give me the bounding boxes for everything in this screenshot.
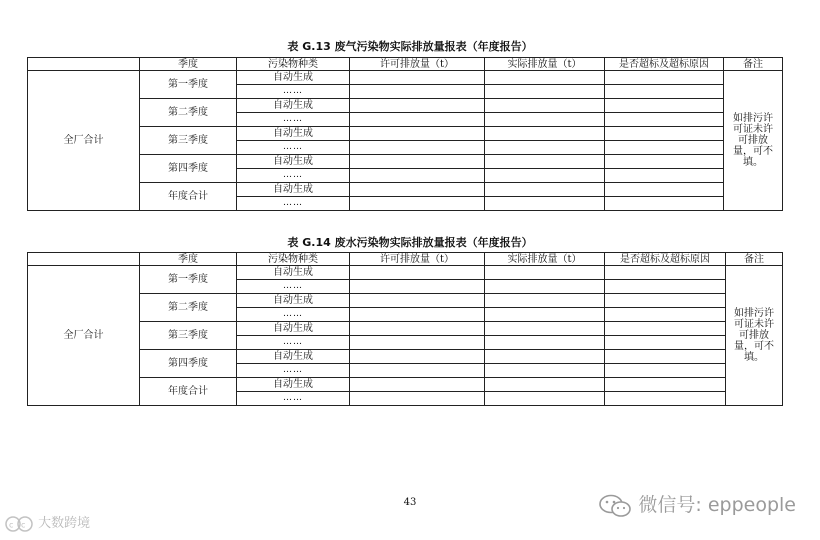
- exceed-reason-cell[interactable]: [605, 85, 724, 99]
- exceed-reason-cell[interactable]: [605, 308, 726, 322]
- permitted-amount-cell[interactable]: [350, 294, 485, 308]
- quarter-label: 第二季度: [140, 99, 237, 127]
- permitted-amount-cell[interactable]: [350, 113, 485, 127]
- quarter-label: 第二季度: [140, 294, 237, 322]
- ellipsis-cell: ……: [237, 364, 350, 378]
- auto-generated-cell: 自动生成: [237, 71, 350, 85]
- exceed-reason-cell[interactable]: [605, 266, 726, 280]
- corner-cell: [28, 58, 140, 71]
- table-row: [28, 99, 783, 113]
- exceed-reason-cell[interactable]: [605, 378, 726, 392]
- actual-amount-cell[interactable]: [485, 322, 605, 336]
- watermark-left: [4, 512, 90, 533]
- quarter-label: 第四季度: [140, 155, 237, 183]
- table-row: [28, 378, 783, 392]
- auto-generated-cell: 自动生成: [237, 322, 350, 336]
- auto-generated-cell: 自动生成: [237, 99, 350, 113]
- header-actual-amount: 实际排放量（t）: [485, 253, 605, 266]
- quarter-label: 第四季度: [140, 350, 237, 378]
- table-header-row: [28, 253, 783, 266]
- ellipsis-cell: ……: [237, 197, 350, 211]
- quarter-label: 年度合计: [140, 378, 237, 406]
- ellipsis-cell: ……: [237, 308, 350, 322]
- header-exceed-reason: 是否超标及超标原因: [605, 58, 724, 71]
- header-permitted-amount: 许可排放量（t）: [350, 58, 485, 71]
- ellipsis-cell: ……: [237, 85, 350, 99]
- exceed-reason-cell[interactable]: [605, 197, 724, 211]
- ellipsis-cell: ……: [237, 280, 350, 294]
- ellipsis-cell: ……: [237, 141, 350, 155]
- quarter-label: 年度合计: [140, 183, 237, 211]
- table-row: [28, 127, 783, 141]
- table-row: [28, 350, 783, 364]
- plant-total-label: 全厂合计: [28, 266, 140, 406]
- permitted-amount-cell[interactable]: [350, 141, 485, 155]
- actual-amount-cell[interactable]: [485, 308, 605, 322]
- permitted-amount-cell[interactable]: [350, 308, 485, 322]
- auto-generated-cell: 自动生成: [237, 350, 350, 364]
- permitted-amount-cell[interactable]: [350, 85, 485, 99]
- actual-amount-cell[interactable]: [485, 336, 605, 350]
- exceed-reason-cell[interactable]: [605, 141, 724, 155]
- ellipsis-cell: ……: [237, 113, 350, 127]
- actual-amount-cell[interactable]: [485, 197, 605, 211]
- exceed-reason-cell[interactable]: [605, 71, 724, 85]
- ellipsis-cell: ……: [237, 336, 350, 350]
- watermark-right: [598, 490, 796, 518]
- actual-amount-cell[interactable]: [485, 85, 605, 99]
- actual-amount-cell[interactable]: [485, 364, 605, 378]
- quarter-label: 第一季度: [140, 71, 237, 99]
- actual-amount-cell[interactable]: [485, 378, 605, 392]
- exceed-reason-cell[interactable]: [605, 364, 726, 378]
- actual-amount-cell[interactable]: [485, 350, 605, 364]
- actual-amount-cell[interactable]: [485, 169, 605, 183]
- watermark-left-text: 大数跨境: [38, 516, 91, 531]
- remarks-note: 如排污许可证未许可排放量，可不填。: [726, 266, 783, 406]
- table-row: [28, 294, 783, 308]
- actual-amount-cell[interactable]: [485, 155, 605, 169]
- exceed-reason-cell[interactable]: [605, 392, 726, 406]
- actual-amount-cell[interactable]: [485, 127, 605, 141]
- permitted-amount-cell[interactable]: [350, 266, 485, 280]
- actual-amount-cell[interactable]: [485, 392, 605, 406]
- wechat-icon: [598, 494, 632, 518]
- permitted-amount-cell[interactable]: [350, 183, 485, 197]
- permitted-amount-cell[interactable]: [350, 322, 485, 336]
- header-pollutant-type: 污染物种类: [237, 58, 350, 71]
- waste-gas-emission-table: [27, 57, 783, 211]
- auto-generated-cell: 自动生成: [237, 266, 350, 280]
- table-header-row: [28, 58, 783, 71]
- actual-amount-cell[interactable]: [485, 280, 605, 294]
- permitted-amount-cell[interactable]: [350, 197, 485, 211]
- header-permitted-amount: 许可排放量（t）: [350, 253, 485, 266]
- exceed-reason-cell[interactable]: [605, 169, 724, 183]
- ellipsis-cell: ……: [237, 392, 350, 406]
- waste-water-emission-table: [27, 252, 783, 406]
- permitted-amount-cell[interactable]: [350, 392, 485, 406]
- permitted-amount-cell[interactable]: [350, 364, 485, 378]
- header-pollutant-type: 污染物种类: [237, 253, 350, 266]
- page-number: 43: [403, 497, 417, 508]
- table-row: [28, 155, 783, 169]
- header-exceed-reason: 是否超标及超标原因: [605, 253, 726, 266]
- ellipsis-cell: ……: [237, 169, 350, 183]
- svg-text:c: c: [9, 520, 14, 529]
- plant-total-label: 全厂合计: [28, 71, 140, 211]
- svg-text:c: c: [21, 520, 26, 529]
- permitted-amount-cell[interactable]: [350, 155, 485, 169]
- permitted-amount-cell[interactable]: [350, 169, 485, 183]
- exceed-reason-cell[interactable]: [605, 183, 724, 197]
- exceed-reason-cell[interactable]: [605, 336, 726, 350]
- exceed-reason-cell[interactable]: [605, 155, 724, 169]
- table-row: [28, 266, 783, 280]
- actual-amount-cell[interactable]: [485, 183, 605, 197]
- exceed-reason-cell[interactable]: [605, 280, 726, 294]
- exceed-reason-cell[interactable]: [605, 127, 724, 141]
- permitted-amount-cell[interactable]: [350, 378, 485, 392]
- actual-amount-cell[interactable]: [485, 294, 605, 308]
- auto-generated-cell: 自动生成: [237, 183, 350, 197]
- permitted-amount-cell[interactable]: [350, 99, 485, 113]
- table-row: [28, 183, 783, 197]
- actual-amount-cell[interactable]: [485, 113, 605, 127]
- header-remarks: 备注: [726, 253, 783, 266]
- header-actual-amount: 实际排放量（t）: [485, 58, 605, 71]
- auto-generated-cell: 自动生成: [237, 294, 350, 308]
- permitted-amount-cell[interactable]: [350, 71, 485, 85]
- quarter-label: 第三季度: [140, 127, 237, 155]
- table-row: [28, 71, 783, 85]
- quarter-label: 第三季度: [140, 322, 237, 350]
- exceed-reason-cell[interactable]: [605, 350, 726, 364]
- actual-amount-cell[interactable]: [485, 266, 605, 280]
- actual-amount-cell[interactable]: [485, 141, 605, 155]
- actual-amount-cell[interactable]: [485, 99, 605, 113]
- corner-cell: [28, 253, 140, 266]
- permitted-amount-cell[interactable]: [350, 127, 485, 141]
- exceed-reason-cell[interactable]: [605, 99, 724, 113]
- table-row: [28, 322, 783, 336]
- permitted-amount-cell[interactable]: [350, 336, 485, 350]
- watermark-right-text: 微信号: eppeople: [638, 494, 796, 516]
- remarks-note: 如排污许可证未许可排放量，可不填。: [724, 71, 783, 211]
- header-remarks: 备注: [724, 58, 783, 71]
- auto-generated-cell: 自动生成: [237, 378, 350, 392]
- cc-logo-icon: [4, 515, 34, 533]
- exceed-reason-cell[interactable]: [605, 322, 726, 336]
- exceed-reason-cell[interactable]: [605, 113, 724, 127]
- auto-generated-cell: 自动生成: [237, 127, 350, 141]
- permitted-amount-cell[interactable]: [350, 280, 485, 294]
- table-title: 表 G.14 废水污染物实际排放量报表（年度报告）: [287, 236, 533, 249]
- permitted-amount-cell[interactable]: [350, 350, 485, 364]
- header-quarter: 季度: [140, 58, 237, 71]
- table-title: 表 G.13 废气污染物实际排放量报表（年度报告）: [287, 40, 533, 53]
- auto-generated-cell: 自动生成: [237, 155, 350, 169]
- header-quarter: 季度: [140, 253, 237, 266]
- quarter-label: 第一季度: [140, 266, 237, 294]
- actual-amount-cell[interactable]: [485, 71, 605, 85]
- exceed-reason-cell[interactable]: [605, 294, 726, 308]
